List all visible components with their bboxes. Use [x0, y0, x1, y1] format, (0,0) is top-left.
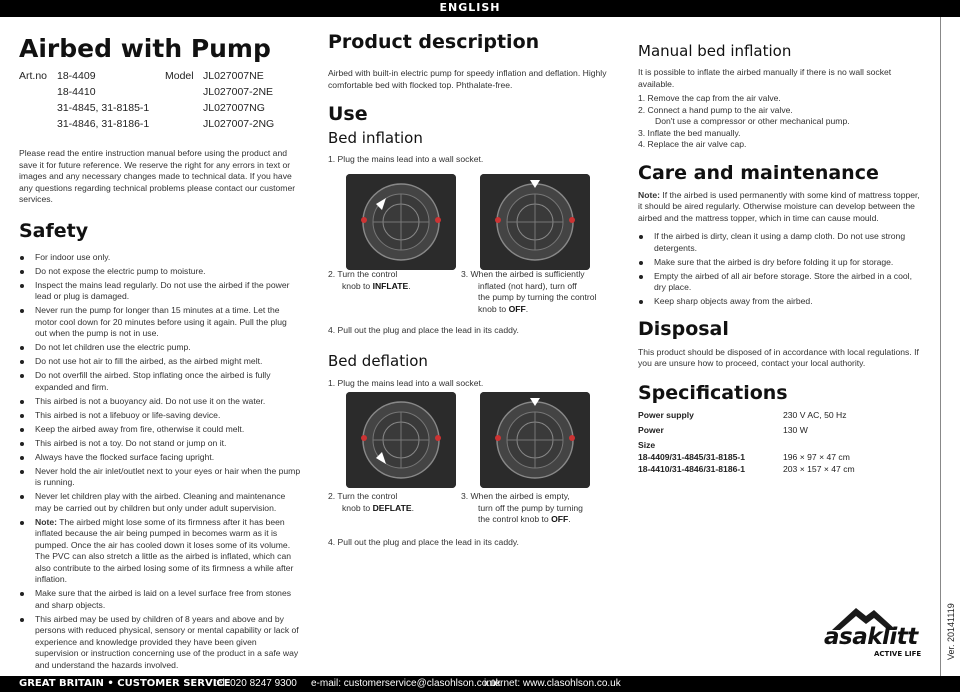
safety-note-label: Note: — [35, 516, 57, 527]
care-item: Make sure that the airbed is dry before folding it up for storage. — [638, 257, 923, 269]
model-label: Model — [165, 70, 194, 82]
safety-item: This airbed is not a buoyancy aid. Do not use it on the water. — [19, 396, 301, 408]
brand-logo — [818, 600, 928, 660]
model-value: JL027007-2NG — [203, 118, 275, 130]
care-note-label: Note: — [638, 189, 660, 200]
safety-note-item — [19, 517, 301, 586]
safety-item: This airbed is not a toy. Do not stand or jump on it. — [19, 438, 301, 450]
manual-step: 3. Inflate the bed manually. — [638, 127, 741, 138]
artno-value: 31-4846, 31-8186-1 — [57, 118, 150, 130]
deflation-step-3: 3. When the airbed is empty, turn off the pump by turning the control knob to OFF. — [461, 491, 583, 524]
model-value: JL027007-2NE — [203, 86, 274, 98]
inflation-step-2: 2. Turn the control knob to INFLATE. — [328, 269, 411, 291]
spec-label: 18-4410/31-4846/31-8186-1 — [638, 463, 746, 474]
spec-value: 130 W — [783, 424, 808, 435]
manual-heading: Manual bed inflation — [638, 42, 792, 60]
inflation-step-3: 3. When the airbed is sufficiently inflated (not hard), turn off the pump by turning the control knob to OFF. — [461, 269, 597, 314]
product-text: Airbed with built-in electric pump for speedy inflation and deflation. Highly comfortable bed with flocked top. Phthalate-free. — [328, 68, 607, 90]
artno-label: Art.no — [19, 70, 48, 82]
manual-steps — [638, 93, 923, 151]
care-note — [638, 190, 923, 225]
spec-value: 196 × 97 × 47 cm — [783, 451, 850, 462]
spec-value: 230 V AC, 50 Hz — [783, 409, 847, 420]
safety-item: This airbed is not a lifebuoy or life-saving device. — [19, 410, 301, 422]
pump-off-illustration — [480, 392, 590, 488]
safety-item: For indoor use only. — [19, 252, 301, 264]
use-heading: Use — [328, 103, 368, 125]
safety-list — [19, 252, 301, 672]
inflation-step-4: 4. Pull out the plug and place the lead in its caddy. — [328, 325, 519, 335]
brand-name: asaklitt — [824, 624, 918, 650]
artno-value: 31-4845, 31-8185-1 — [57, 102, 150, 114]
article-number-table — [19, 70, 301, 134]
safety-item: Do not let children use the electric pump. — [19, 342, 301, 354]
care-item: If the airbed is dirty, clean it using a damp cloth. Do not use strong detergents. — [638, 231, 923, 254]
safety-item: Do not expose the electric pump to moisture. — [19, 266, 301, 278]
footer-bar — [0, 676, 960, 692]
footer-email[interactable]: e-mail: customerservice@clasohlson.co.uk — [311, 678, 501, 689]
safety-item: Never run the pump for longer than 15 minutes at a time. Let the motor cool down for 20 minutes before using it again. Pull the plug out when the pump is not in use. — [19, 305, 301, 340]
safety-item: Keep the airbed away from fire, otherwise it could melt. — [19, 424, 301, 436]
product-heading: Product description — [328, 31, 540, 53]
safety-note-text: The airbed might lose some of its firmness after it has been inflated because the air being pumped in becomes warm as it is pumped. Once the air has cooled down it loses some of its volume. The PVC can also stretch a little as the airbed is inflated, which can also contribute to the airbed losing some of its firmness a while after inflation. — [35, 516, 294, 584]
pump-knob-image — [346, 392, 456, 488]
pump-knob-image — [480, 174, 590, 270]
artno-value: 18-4409 — [57, 70, 96, 82]
pump-knob-image — [346, 174, 456, 270]
safety-item: Inspect the mains lead regularly. Do not use the airbed if the power lead or plug is damaged. — [19, 280, 301, 303]
safety-item: Never hold the air inlet/outlet next to your eyes or hair when the pump is running. — [19, 466, 301, 489]
manual-step: 2. Connect a hand pump to the air valve. — [638, 104, 793, 115]
footer-website[interactable]: internet: www.clasohlson.co.uk — [484, 678, 621, 689]
pump-off-illustration — [480, 174, 590, 270]
care-list — [638, 231, 923, 308]
safety-item: This airbed may be used by children of 8 years and above and by persons with reduced physical, sensory or mental capability or lack of experience and knowledge provided they have been given supervision or instruction concerning use of the product in a safe way and understand the hazards involved. — [19, 614, 301, 672]
model-value: JL027007NG — [203, 102, 265, 114]
column-middle — [328, 30, 613, 670]
manual-step: Don't use a compressor or other mechanical pump. — [655, 116, 850, 126]
footer-region: GREAT BRITAIN • CUSTOMER SERVICE — [19, 678, 231, 689]
footer-tel: tel: 020 8247 9300 — [214, 678, 297, 689]
artno-value: 18-4410 — [57, 86, 96, 98]
care-item: Empty the airbed of all air before storage. Store the airbed in a cool, dry place. — [638, 271, 923, 294]
specs-heading: Specifications — [638, 381, 788, 404]
spec-label: Power supply — [638, 409, 694, 420]
deflation-step-4: 4. Pull out the plug and place the lead in its caddy. — [328, 537, 519, 547]
care-heading: Care and maintenance — [638, 161, 879, 184]
column-right — [638, 30, 923, 479]
spec-value: 203 × 157 × 47 cm — [783, 463, 855, 474]
deflation-step-2: 2. Turn the control knob to DEFLATE. — [328, 491, 414, 513]
right-divider — [940, 17, 941, 676]
disposal-heading: Disposal — [638, 317, 729, 340]
version-label: Ver. 20141119 — [946, 603, 956, 660]
pump-knob-image — [480, 392, 590, 488]
disposal-text: This product should be disposed of in accordance with local regulations. If you are unsure how to proceed, contact your local authority. — [638, 346, 919, 368]
care-note-text: If the airbed is used permanently with some kind of mattress topper, it should be aired regularly. Otherwise moisture can develop between the airbed and the mattress topper, which in time can cause mould. — [638, 189, 920, 223]
intro-text: Please read the entire instruction manual before using the product and save it for future reference. We reserve the right for any errors in text or images and any necessary changes made to technical data. If you have any questions regarding technical problems please contact our customer services. — [19, 148, 296, 204]
pump-deflate-illustration — [346, 392, 456, 488]
safety-heading: Safety — [19, 219, 89, 242]
pump-inflate-illustration — [346, 174, 456, 270]
brand-tagline: ACTIVE LIFE — [874, 650, 922, 658]
language-bar — [0, 0, 960, 17]
inflation-step-1: 1. Plug the mains lead into a wall socket. — [328, 154, 484, 164]
care-item: Keep sharp objects away from the airbed. — [638, 296, 923, 308]
safety-item: Do not use hot air to fill the airbed, as the airbed might melt. — [19, 356, 301, 368]
manual-intro: It is possible to inflate the airbed manually if there is no wall socket available. — [638, 67, 892, 89]
safety-item: Make sure that the airbed is laid on a level surface free from stones and sharp objects. — [19, 588, 301, 611]
manual-step: 1. Remove the cap from the air valve. — [638, 93, 781, 103]
safety-item: Never let children play with the airbed. Cleaning and maintenance may be carried out by children but only under adult supervision. — [19, 491, 301, 514]
page-title: Airbed with Pump — [19, 34, 271, 63]
safety-item: Do not overfill the airbed. Stop inflating once the airbed is fully expanded and firm. — [19, 370, 301, 393]
column-left — [19, 30, 301, 674]
deflation-step-1: 1. Plug the mains lead into a wall socket. — [328, 378, 484, 388]
spec-label: Power — [638, 424, 664, 435]
safety-item: Always have the flocked surface facing upright. — [19, 452, 301, 464]
deflation-heading: Bed deflation — [328, 352, 428, 370]
manual-step: 4. Replace the air valve cap. — [638, 139, 747, 149]
language-label: ENGLISH — [439, 1, 501, 14]
inflation-heading: Bed inflation — [328, 129, 423, 147]
spec-label: Size — [638, 439, 656, 450]
spec-label: 18-4409/31-4845/31-8185-1 — [638, 451, 746, 462]
model-value: JL027007NE — [203, 70, 264, 82]
specs-table — [638, 409, 923, 479]
